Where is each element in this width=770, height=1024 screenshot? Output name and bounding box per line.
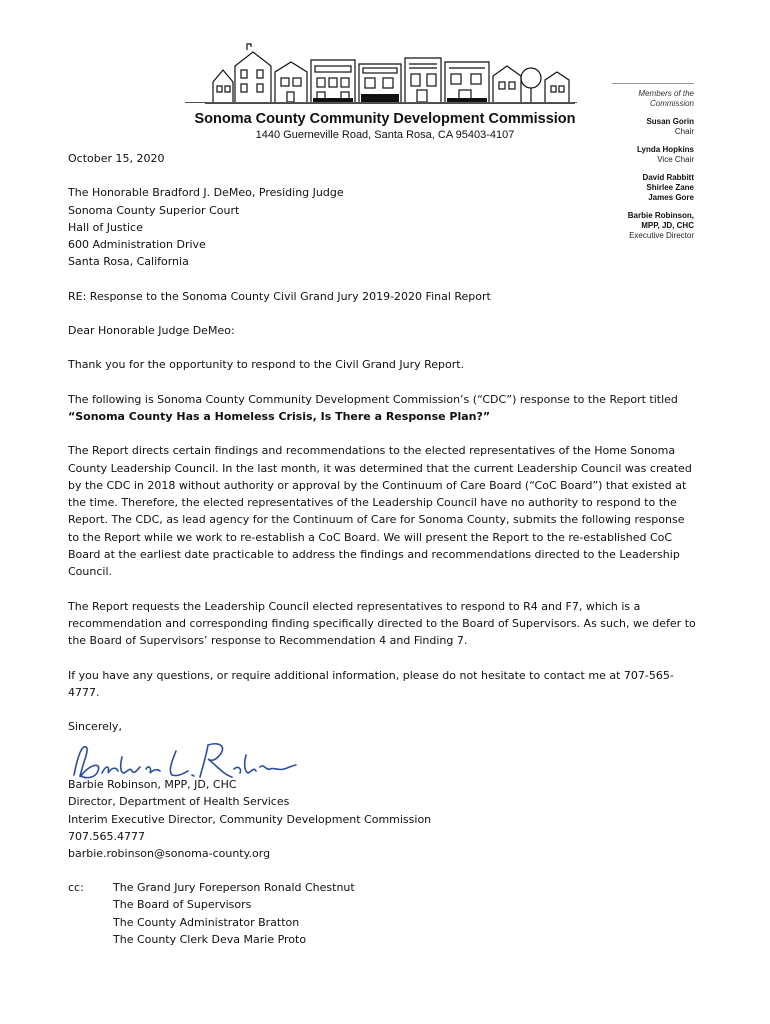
salutation: Dear Honorable Judge DeMeo: <box>68 324 235 338</box>
signer-block <box>68 776 708 862</box>
signer-title: Director, Department of Health Services <box>68 795 290 809</box>
letter-body <box>68 150 698 752</box>
village-skyline-icon <box>205 42 575 104</box>
cc-item: The County Administrator Bratton <box>113 915 300 929</box>
org-address: 1440 Guerneville Road, Santa Rosa, CA 95403-4107 <box>255 129 515 141</box>
signer-email: barbie.robinson@sonoma-county.org <box>68 847 271 861</box>
paragraph-3: The Report directs certain findings and recommendations to the elected representatives of the Home Sonoma County Leadership Council. In the last month, it was determined that the current Leadership Council was created by the CDC in 2018 without authority or approval by the Continuum of Care Board (“CoC Board”) that existed at the time. Therefore, the elected representatives of the Leadership Council have no authority to respond to the Report. The CDC, as lead agency for the Continuum of Care for Sonoma County, submits the following response to the Report while we work to re-establish a CoC Board. We will present the Report to the re-established CoC Board at the earliest date practicable to address the findings and recommendations directed to the Leadership Council. <box>68 444 692 579</box>
paragraph-4: The Report requests the Leadership Council elected representatives to respond to R4 and F7, which is a recommendation and corresponding finding specifically directed to the Board of Supervisors. As such, we defer to the Board of Supervisors’ response to Recommendation 4 and Finding 7. <box>68 599 696 648</box>
re-line: RE: Response to the Sonoma County Civil Grand Jury 2019-2020 Final Report <box>68 289 491 303</box>
member-name: Shirlee Zane <box>646 183 694 192</box>
member-name: Susan Gorin <box>646 117 694 126</box>
letter-date: October 15, 2020 <box>68 152 165 165</box>
letterhead-rule <box>185 102 577 103</box>
closing: Sincerely, <box>68 720 122 734</box>
member-name: Lynda Hopkins <box>636 145 694 154</box>
report-title: “Sonoma County Has a Homeless Crisis, Is There a Response Plan?” <box>68 409 491 423</box>
sidebar-intro: Members of the Commission <box>638 89 694 108</box>
director-title: Executive Director <box>629 231 694 240</box>
cc-label: cc: <box>68 881 84 894</box>
cc-list <box>113 879 673 948</box>
member-name: James Gore <box>648 193 694 202</box>
cc-item: The Board of Supervisors <box>113 898 252 912</box>
paragraph-5: If you have any questions, or require additional information, please do not hesitate to contact me at 707-565-4777. <box>68 668 674 699</box>
paragraph-1: Thank you for the opportunity to respond to the Civil Grand Jury Report. <box>68 358 465 372</box>
recipient-address: The Honorable Bradford J. DeMeo, Presiding Judge Sonoma County Superior Court Hall of Justice 600 Administration Drive Santa Rosa, California <box>68 186 344 269</box>
member-name: David Rabbitt <box>642 173 694 182</box>
member-title: Vice Chair <box>657 155 694 164</box>
director-credentials: MPP, JD, CHC <box>641 221 694 230</box>
cc-item: The Grand Jury Foreperson Ronald Chestnut <box>113 881 355 894</box>
signer-title: Interim Executive Director, Community Development Commission <box>68 812 432 826</box>
cc-item: The County Clerk Deva Marie Proto <box>113 932 307 946</box>
sidebar-rule <box>612 83 694 84</box>
signer-phone: 707.565.4777 <box>68 829 145 843</box>
org-name: Sonoma County Community Development Commission <box>194 111 576 127</box>
paragraph-2: The following is Sonoma County Community Development Commission’s (“CDC”) response to the Report titled “Sonoma County Has a Homeless Crisis, Is There a Response Plan?” <box>68 392 678 423</box>
member-title: Chair <box>674 127 694 136</box>
signer-name: Barbie Robinson, MPP, JD, CHC <box>68 778 237 791</box>
director-name: Barbie Robinson, <box>627 211 694 220</box>
